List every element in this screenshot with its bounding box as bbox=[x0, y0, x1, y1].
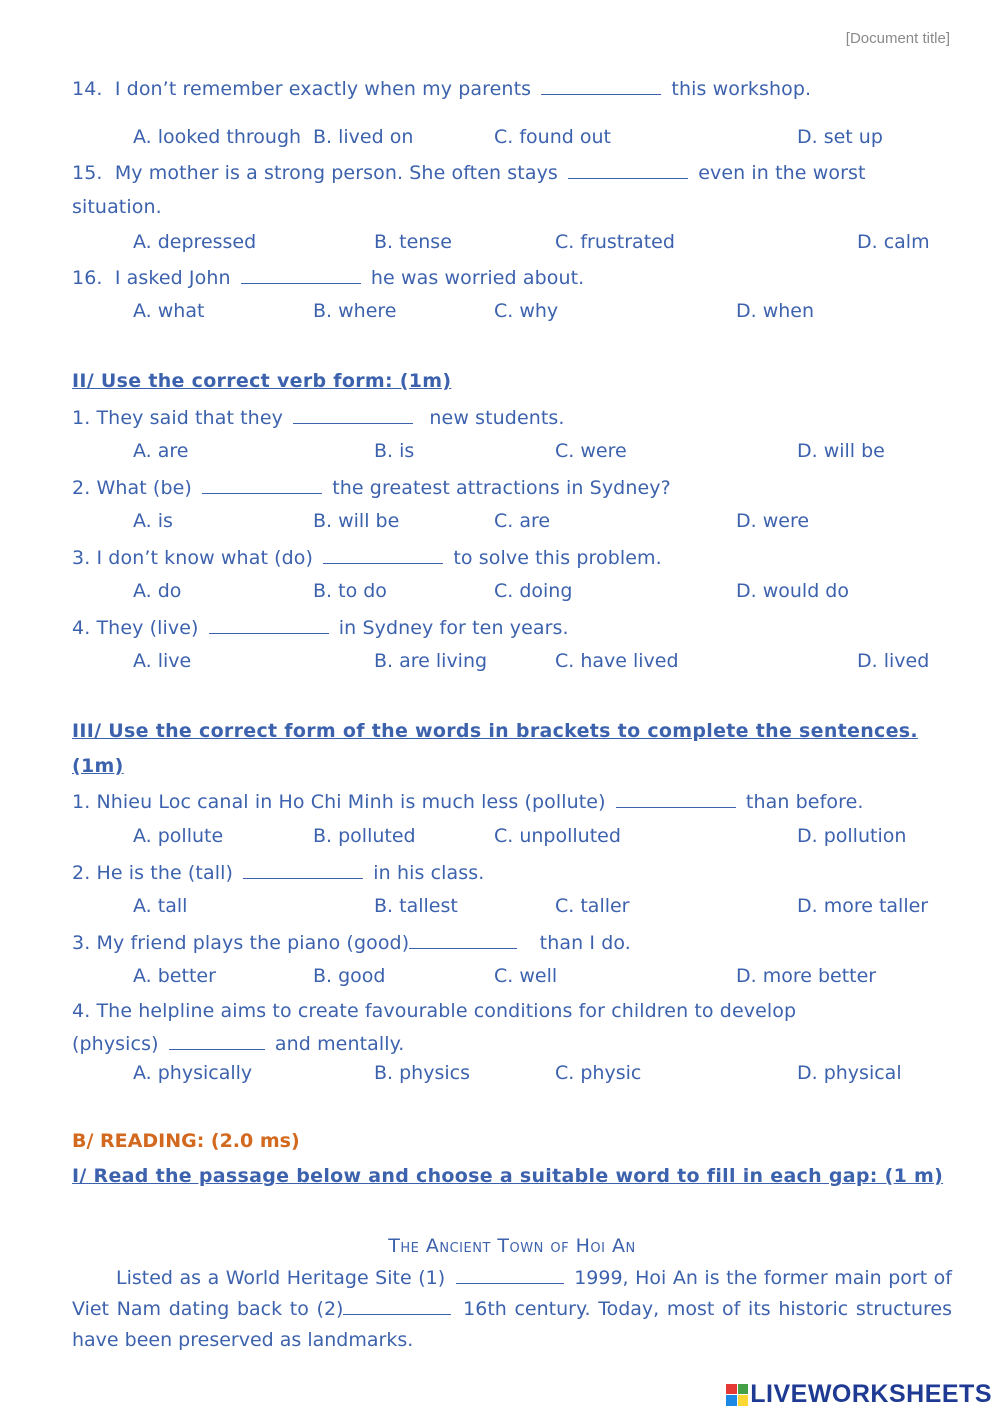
question-text: than I do. bbox=[539, 932, 631, 954]
option-c[interactable]: C. taller bbox=[555, 895, 630, 917]
question-text: 2. What (be) bbox=[72, 477, 192, 499]
question-text: he was worried about. bbox=[370, 267, 585, 289]
option-c[interactable]: C. were bbox=[555, 440, 627, 462]
gap-1[interactable] bbox=[456, 1265, 564, 1284]
question-text: the greatest attractions in Sydney? bbox=[332, 477, 671, 499]
question-text: 3. I don’t know what (do) bbox=[72, 547, 314, 569]
option-b[interactable]: B. will be bbox=[313, 510, 400, 532]
question-16 bbox=[72, 265, 584, 289]
option-c[interactable]: C. physic bbox=[555, 1062, 642, 1084]
answer-blank[interactable] bbox=[169, 1031, 265, 1050]
option-b[interactable]: B. good bbox=[313, 965, 386, 987]
verb-question-4 bbox=[72, 615, 569, 639]
verb-question-3 bbox=[72, 545, 662, 569]
option-c[interactable]: C. are bbox=[494, 510, 551, 532]
question-text: I don’t remember exactly when my parents bbox=[114, 78, 532, 100]
answer-blank[interactable] bbox=[209, 615, 329, 634]
question-text: 4. They (live) bbox=[72, 617, 199, 639]
section-heading-word-form: III/ Use the correct form of the words in brackets to complete the sentences. bbox=[72, 720, 918, 742]
option-d[interactable]: D. calm bbox=[857, 231, 930, 253]
word-question-4-continued bbox=[72, 1031, 404, 1055]
option-b[interactable]: B. where bbox=[313, 300, 397, 322]
logo-grid-icon bbox=[726, 1384, 748, 1406]
answer-blank[interactable] bbox=[616, 789, 736, 808]
option-c[interactable]: C. frustrated bbox=[555, 231, 675, 253]
option-b[interactable]: B. polluted bbox=[313, 825, 416, 847]
word-question-4: 4. The helpline aims to create favourable conditions for children to develop bbox=[72, 1000, 797, 1022]
gap-2[interactable] bbox=[343, 1296, 451, 1315]
question-text: I asked John bbox=[114, 267, 231, 289]
option-d[interactable]: D. set up bbox=[797, 126, 883, 148]
question-text: this workshop. bbox=[671, 78, 812, 100]
question-number: 16. bbox=[72, 267, 103, 289]
question-15 bbox=[72, 160, 866, 184]
question-text: in Sydney for ten years. bbox=[338, 617, 569, 639]
option-a[interactable]: A. live bbox=[133, 650, 192, 672]
question-text: new students. bbox=[429, 407, 565, 429]
question-text: 1. Nhieu Loc canal in Ho Chi Minh is much less (pollute) bbox=[72, 791, 606, 813]
question-text: 1. They said that they bbox=[72, 407, 283, 429]
option-a[interactable]: A. is bbox=[133, 510, 173, 532]
section-heading-word-form-mark: (1m) bbox=[72, 755, 124, 777]
option-b[interactable]: B. lived on bbox=[313, 126, 414, 148]
option-a[interactable]: A. do bbox=[133, 580, 182, 602]
question-text: to solve this problem. bbox=[453, 547, 662, 569]
question-14 bbox=[72, 76, 811, 100]
option-c[interactable]: C. why bbox=[494, 300, 559, 322]
passage-title: The Ancient Town of Hoi An bbox=[388, 1235, 636, 1257]
option-c[interactable]: C. well bbox=[494, 965, 558, 987]
option-d[interactable]: D. lived bbox=[857, 650, 930, 672]
option-d[interactable]: D. more better bbox=[736, 965, 877, 987]
option-b[interactable]: B. tense bbox=[374, 231, 452, 253]
answer-blank[interactable] bbox=[323, 545, 443, 564]
option-a[interactable]: A. looked through bbox=[133, 126, 302, 148]
word-question-2 bbox=[72, 860, 484, 884]
question-15-continued: situation. bbox=[72, 196, 162, 218]
answer-blank[interactable] bbox=[568, 160, 688, 179]
question-text: My mother is a strong person. She often stays bbox=[114, 162, 558, 184]
question-text: even in the worst bbox=[698, 162, 866, 184]
option-a[interactable]: A. tall bbox=[133, 895, 188, 917]
option-b[interactable]: B. physics bbox=[374, 1062, 470, 1084]
question-text: 3. My friend plays the piano (good) bbox=[72, 932, 410, 954]
option-b[interactable]: B. tallest bbox=[374, 895, 458, 917]
answer-blank[interactable] bbox=[243, 860, 363, 879]
reading-heading: B/ READING: (2.0 ms) bbox=[72, 1130, 300, 1152]
passage-body bbox=[72, 1263, 952, 1356]
option-d[interactable]: D. would do bbox=[736, 580, 849, 602]
option-d[interactable]: D. pollution bbox=[797, 825, 907, 847]
verb-question-2 bbox=[72, 475, 671, 499]
passage-text: Listed as a World Heritage Site (1) bbox=[116, 1267, 446, 1289]
option-a[interactable]: A. what bbox=[133, 300, 205, 322]
option-d[interactable]: D. were bbox=[736, 510, 810, 532]
option-c[interactable]: C. have lived bbox=[555, 650, 679, 672]
reading-instruction: I/ Read the passage below and choose a suitable word to fill in each gap: (1 m) bbox=[72, 1165, 944, 1187]
passage-text: 16th century. Today, most of its historic structures have been preserved as landmarks. bbox=[72, 1298, 952, 1351]
question-text: than before. bbox=[745, 791, 864, 813]
option-d[interactable]: D. more taller bbox=[797, 895, 929, 917]
option-b[interactable]: B. is bbox=[374, 440, 415, 462]
document-title: [Document title] bbox=[845, 30, 950, 47]
question-number: 15. bbox=[72, 162, 103, 184]
passage-text: 1999, Hoi An is the former main port of Viet Nam dating back to (2) bbox=[72, 1267, 952, 1320]
answer-blank[interactable] bbox=[293, 405, 413, 424]
word-question-1 bbox=[72, 789, 864, 813]
option-a[interactable]: A. are bbox=[133, 440, 189, 462]
question-text: (physics) bbox=[72, 1033, 159, 1055]
option-c[interactable]: C. unpolluted bbox=[494, 825, 621, 847]
word-question-3 bbox=[72, 930, 631, 954]
answer-blank[interactable] bbox=[541, 76, 661, 95]
answer-blank[interactable] bbox=[409, 930, 517, 949]
option-b[interactable]: B. are living bbox=[374, 650, 488, 672]
question-text: in his class. bbox=[373, 862, 485, 884]
verb-question-1 bbox=[72, 405, 565, 429]
option-c[interactable]: C. found out bbox=[494, 126, 611, 148]
section-heading-verb-form: II/ Use the correct verb form: (1m) bbox=[72, 370, 452, 392]
question-number: 14. bbox=[72, 78, 103, 100]
question-text: and mentally. bbox=[274, 1033, 405, 1055]
answer-blank[interactable] bbox=[202, 475, 322, 494]
option-a[interactable]: A. physically bbox=[133, 1062, 253, 1084]
option-a[interactable]: A. pollute bbox=[133, 825, 224, 847]
option-d[interactable]: D. physical bbox=[797, 1062, 902, 1084]
option-c[interactable]: C. doing bbox=[494, 580, 573, 602]
option-d[interactable]: D. when bbox=[736, 300, 815, 322]
question-text: 2. He is the (tall) bbox=[72, 862, 233, 884]
option-b[interactable]: B. to do bbox=[313, 580, 387, 602]
option-d[interactable]: D. will be bbox=[797, 440, 885, 462]
option-a[interactable]: A. better bbox=[133, 965, 216, 987]
liveworksheets-logo bbox=[726, 1380, 992, 1409]
answer-blank[interactable] bbox=[241, 265, 361, 284]
option-a[interactable]: A. depressed bbox=[133, 231, 257, 253]
logo-text: LIVEWORKSHEETS bbox=[750, 1380, 992, 1408]
